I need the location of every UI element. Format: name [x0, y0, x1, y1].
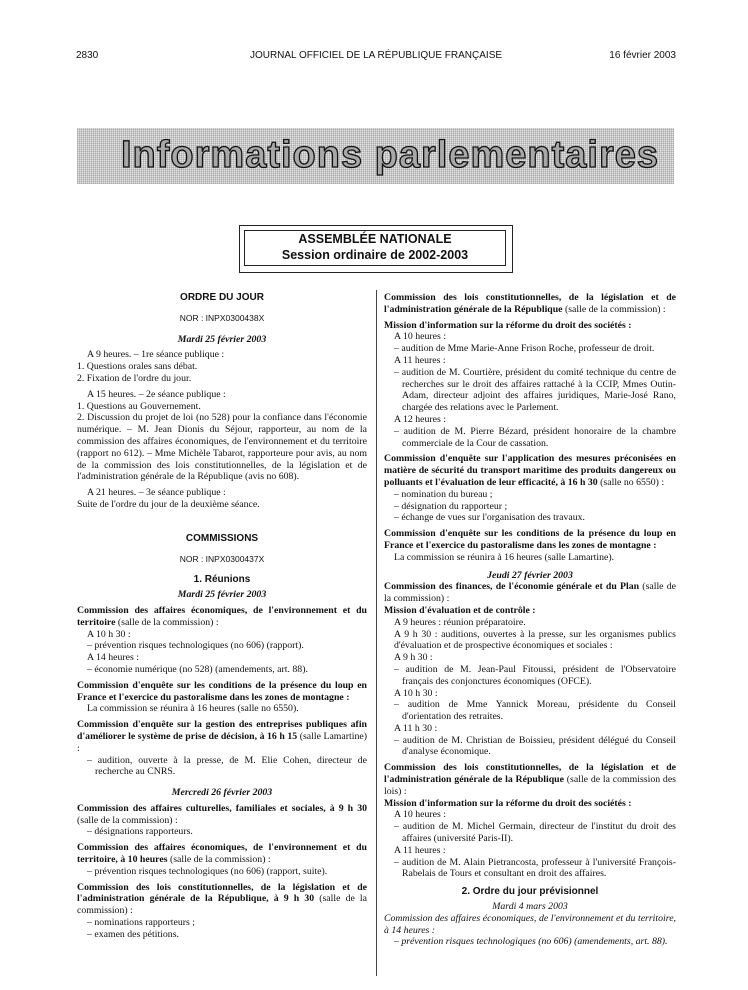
list-item: – nominations rapporteurs ; — [87, 917, 196, 929]
list-item: – audition de M. Pierre Bézard, président honoraire de la chambre commerciale de la Cour de cassation. — [394, 425, 676, 449]
list-item: – examen des pétitions. — [87, 928, 179, 940]
banner-title: Informations parlementaires — [121, 134, 660, 176]
commission-note: La commission se réunira à 16 heures (salle Lamartine). — [394, 551, 615, 563]
time-line: A 10 h 30 : — [394, 687, 438, 699]
list-item: – désignation du rapporteur ; — [394, 500, 508, 512]
date-heading: Mardi 25 février 2003 — [177, 333, 267, 345]
list-item: – audition de M. Michel Germain, directeur de l'institut du droit des affaires (université Paris-II). — [394, 821, 676, 845]
column-divider — [376, 290, 377, 976]
commission-note: La commission se réunira à 16 heures (salle no 6550). — [87, 703, 299, 715]
mission-heading: Mission d'évaluation et de contrôle : — [384, 604, 536, 616]
commission-entry: Commission des affaires culturelles, familiales et sociales, à 9 h 30 (salle de la commission) : — [77, 802, 367, 826]
commission-entry: Commission des affaires économiques, de l'environnement et du territoire (salle de la commission) : — [77, 604, 367, 628]
commission-entry: Commission d'enquête sur les conditions de la présence du loup en France et l'exercice du pastoralisme dans les zones de montagne : — [77, 679, 367, 703]
commission-entry: Commission des lois constitutionnelles, de la législation et de l'administration générale de la République (salle de la commission des lois) : — [384, 762, 676, 797]
commission-entry: Commission des lois constitutionnelles, de la législation et de l'administration générale de la République (salle de la commission) : — [384, 292, 676, 315]
reunions-heading: 1. Réunions — [193, 574, 251, 586]
left-column — [77, 292, 367, 941]
agenda-item: 1. Questions au Gouvernement. — [77, 400, 201, 412]
date-heading: Jeudi 27 février 2003 — [487, 569, 573, 581]
date-heading: Mardi 4 mars 2003 — [492, 901, 568, 913]
time-line: A 12 heures : — [394, 413, 446, 425]
commission-entry: Commission des finances, de l'économie générale et du Plan (salle de la commission) : — [384, 581, 676, 605]
assembly-name: ASSEMBLÉE NATIONALE — [298, 232, 452, 246]
sitting-line: A 21 heures. – 3e séance publique : — [87, 487, 226, 499]
commission-entry: Commission d'enquête sur les conditions de la présence du loup en France et l'exercice du pastoralisme dans les zones de montagne : — [384, 528, 676, 551]
time-line: A 10 heures : — [394, 331, 446, 343]
commission-entry: Commission d'enquête sur la gestion des entreprises publiques afin d'améliorer le système de prise de décision, à 16 h 15 (salle Lamartine) : — [77, 719, 367, 754]
list-item: – audition de M. Courtière, président du comité technique du centre de recherches sur le droit des affaires rattaché à la CCIP, Mmes Outin-Adam, directeur adjoint des affaires juridiques, Marie-José Rano, chargée des relations avec le Parlement. — [394, 366, 676, 414]
commissions-heading: COMMISSIONS — [185, 532, 259, 544]
mission-heading: Mission d'information sur la réforme du droit des sociétés : — [384, 319, 632, 331]
list-item: – désignations rapporteurs. — [87, 826, 193, 838]
date-heading: Mardi 25 février 2003 — [177, 589, 267, 601]
commission-entry: Commission des affaires économiques, de l'environnement et du territoire, à 14 heures : — [384, 912, 676, 936]
sitting-line: A 9 heures. – 1re séance publique : — [87, 349, 225, 361]
date-heading: Mercredi 26 février 2003 — [171, 787, 273, 799]
session-name: Session ordinaire de 2002-2003 — [281, 248, 469, 262]
page-number: 2830 — [76, 50, 99, 61]
list-item: – audition de M. Christian de Boissieu, président délégué du Conseil d'analyse économique. — [394, 734, 676, 758]
list-item: – audition de M. Jean-Paul Fitoussi, président de l'Observatoire français des conjonctures économiques (OFCE). — [394, 663, 676, 687]
time-line: A 14 heures : — [87, 652, 139, 664]
issue-date: 16 février 2003 — [609, 50, 676, 61]
assembly-box — [244, 230, 506, 266]
nor-reference: NOR : INPX0300438X — [179, 312, 265, 323]
list-item: – échange de vues sur l'organisation des travaux. — [394, 512, 585, 524]
time-line: A 9 h 30 : — [394, 652, 433, 664]
agenda-item: 1. Questions orales sans débat. — [77, 361, 198, 373]
list-item: – prévention risques technologiques (no 606) (rapport). — [87, 640, 304, 652]
list-item: – audition de Mme Yannick Moreau, présidente du Conseil d'orientation des retraites. — [394, 699, 676, 723]
commission-entry: Commission des affaires économiques, de l'environnement et du territoire, à 10 heures (salle de la commission) : — [77, 842, 367, 866]
list-item: – audition de M. Alain Pietrancosta, professeur à l'université François-Rabelais de Tours et consultant en droit des affaires. — [394, 856, 676, 880]
time-line: A 9 heures : réunion préparatoire. — [394, 616, 526, 628]
sitting-line: A 15 heures. – 2e séance publique : — [87, 388, 226, 400]
list-item: – économie numérique (no 528) (amendements, art. 88). — [87, 663, 308, 675]
time-line: A 11 heures : — [394, 354, 446, 366]
section-banner — [77, 128, 674, 184]
time-line: A 11 h 30 : — [394, 722, 438, 734]
ordre-previsionnel-heading: 2. Ordre du jour prévisionnel — [461, 886, 599, 898]
nor-reference: NOR : INPX0300437X — [179, 553, 265, 564]
right-column — [384, 292, 676, 948]
agenda-item: Suite de l'ordre du jour de la deuxième séance. — [77, 498, 260, 510]
commission-entry: Commission d'enquête sur l'application des mesures préconisées en matière de sécurité du transport maritime des produits dangereux ou polluants et l'évaluation de leur efficacité, à 16 h 30 (salle no 6550) : — [384, 453, 676, 488]
time-line: A 10 heures : — [394, 809, 446, 821]
agenda-item: 2. Discussion du projet de loi (no 528) pour la confiance dans l'économie numérique. – M. Jean Dionis du Séjour, rapporteur, au nom de la commission des affaires économiques, de l'environnement et du territoire (rapport no 612). – Mme Michèle Tabarot, rapporteure pour avis, au nom de la commission des lois constitutionnelles, de la législation et de l'administration générale de la République (avis no 608). — [77, 412, 367, 483]
running-header — [76, 50, 676, 64]
list-item: – prévention risques technologiques (no 606) (amendements, art. 88). — [394, 936, 668, 948]
time-line: A 9 h 30 : auditions, ouvertes à la presse, sur les organismes publics d'évaluation et de prospective économiques et sociales : — [394, 628, 676, 652]
list-item: – audition de Mme Marie-Anne Frison Roche, professeur de droit. — [394, 343, 655, 355]
list-item: – nomination du bureau ; — [394, 488, 493, 500]
list-item: – audition, ouverte à la presse, de M. Elie Cohen, directeur de recherche au CNRS. — [87, 754, 367, 778]
commission-entry: Commission des lois constitutionnelles, de la législation et de l'administration générale de la République, à 9 h 30 (salle de la commission) : — [77, 881, 367, 917]
list-item: – prévention risques technologiques (no 606) (rapport, suite). — [87, 865, 328, 877]
agenda-item: 2. Fixation de l'ordre du jour. — [77, 372, 192, 384]
ordre-du-jour-heading: ORDRE DU JOUR — [180, 292, 264, 303]
journal-title: JOURNAL OFFICIEL DE LA RÉPUBLIQUE FRANÇAISE — [249, 50, 503, 61]
mission-heading: Mission d'information sur la réforme du droit des sociétés : — [384, 797, 632, 809]
time-line: A 10 h 30 : — [87, 628, 131, 640]
time-line: A 11 heures : — [394, 844, 446, 856]
